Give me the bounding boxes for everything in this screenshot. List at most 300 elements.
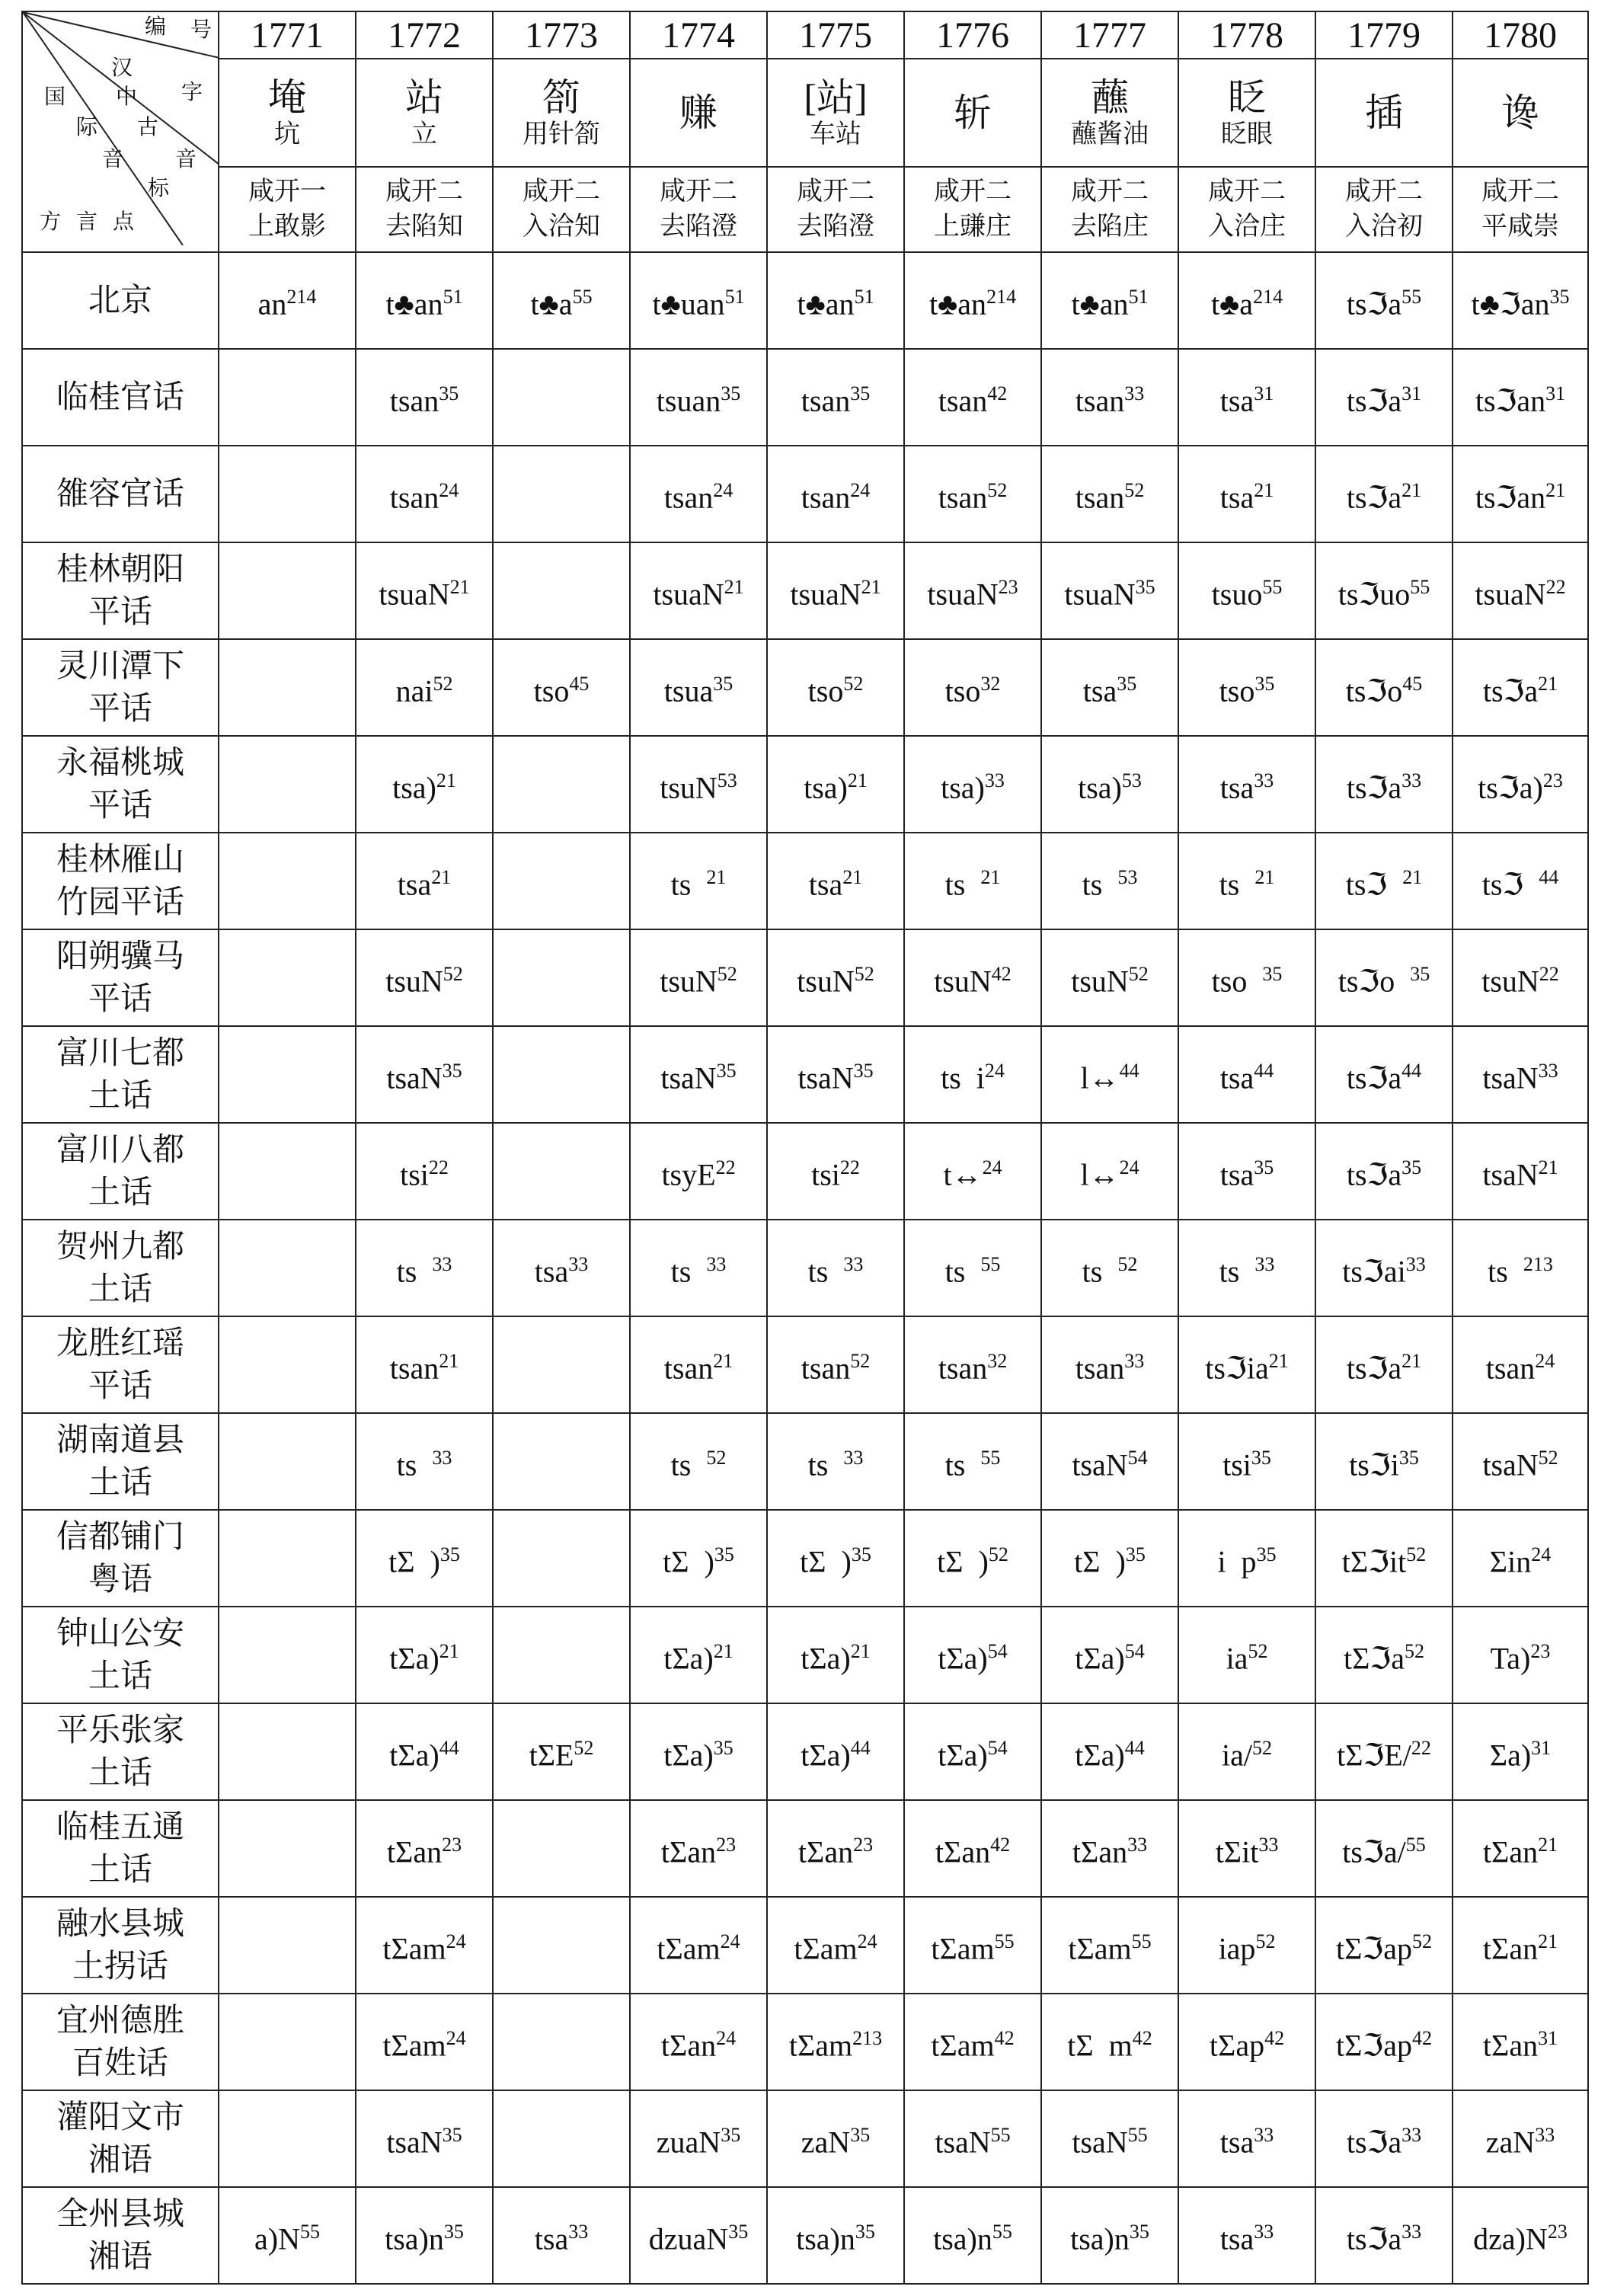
tone-value: 35 xyxy=(1125,1543,1146,1565)
header-corner xyxy=(22,11,219,252)
ipa-syllable: ts xyxy=(670,867,707,902)
tone-value: 24 xyxy=(439,478,459,501)
dialect-point xyxy=(22,1026,219,1123)
pronunciation-cell xyxy=(356,1316,493,1413)
ipa-syllable: ts xyxy=(944,1254,981,1289)
tone-value: 52 xyxy=(1117,1252,1138,1275)
pronunciation-cell xyxy=(219,1800,356,1897)
tone-value: 44 xyxy=(1119,1059,1139,1082)
corner-guo: 国 xyxy=(44,85,66,109)
ipa-syllable: tΣan xyxy=(1482,1931,1539,1966)
ipa-syllable: tso xyxy=(533,673,570,708)
dialect-point-label: 桂林朝阳平话 xyxy=(56,552,184,630)
tone-value: 23 xyxy=(1542,769,1563,791)
tone-value: 52 xyxy=(1412,1930,1433,1952)
pronunciation-cell xyxy=(904,349,1041,446)
tone-value: 35 xyxy=(853,1059,874,1082)
mc-tone-initial: 平咸崇 xyxy=(1481,213,1559,241)
corner-zhong: 中 xyxy=(116,85,138,109)
ipa-syllable: dzuaN xyxy=(648,2221,729,2256)
ipa-syllable: tsuN xyxy=(1071,964,1129,999)
dialect-point-label: 龙胜红瑶平话 xyxy=(56,1325,184,1404)
tone-value: 35 xyxy=(855,2220,875,2243)
tone-value: 45 xyxy=(569,672,590,695)
tone-value: 35 xyxy=(1129,2220,1149,2243)
tone-value: 55 xyxy=(980,1252,1001,1275)
pronunciation-cell xyxy=(356,2187,493,2284)
ipa-syllable: tsan xyxy=(389,383,439,418)
pronunciation-cell xyxy=(493,1510,630,1607)
ipa-syllable: tΣ ) xyxy=(663,1544,714,1579)
pronunciation-cell xyxy=(767,833,904,929)
pronunciation-cell xyxy=(904,1800,1041,1897)
table-row xyxy=(22,1510,1588,1607)
pronunciation-cell xyxy=(767,736,904,833)
ipa-syllable: tsaN xyxy=(1482,1157,1539,1192)
ipa-syllable: an xyxy=(257,286,287,321)
ipa-syllable: tsℑia xyxy=(1205,1351,1269,1386)
corner-zi: 字 xyxy=(181,81,203,104)
tone-value: 21 xyxy=(1268,1349,1289,1372)
ipa-syllable: t♣uan xyxy=(652,286,725,321)
pronunciation-cell xyxy=(1453,349,1588,446)
ipa-syllable: tsuaN xyxy=(927,577,999,612)
tone-value: 214 xyxy=(986,285,1017,308)
ipa-syllable: tsan xyxy=(801,383,851,418)
tone-value: 54 xyxy=(987,1639,1008,1662)
dialect-point-label: 富川七都土话 xyxy=(56,1035,184,1114)
pronunciation-cell xyxy=(904,1316,1041,1413)
pronunciation-cell xyxy=(219,1316,356,1413)
pronunciation-cell xyxy=(767,1800,904,1897)
table-row xyxy=(22,736,1588,833)
tone-value: 31 xyxy=(1538,2026,1558,2049)
dialect-point xyxy=(22,2187,219,2284)
pronunciation-cell xyxy=(904,446,1041,542)
mc-tone-initial: 上敢影 xyxy=(248,213,326,241)
corner-gu: 古 xyxy=(137,116,159,139)
ipa-syllable: tΣa) xyxy=(801,1738,851,1773)
pronunciation-cell xyxy=(1315,1316,1453,1413)
tone-value: 21 xyxy=(439,1349,459,1372)
ipa-syllable: tsuaN xyxy=(653,577,724,612)
tone-value: 35 xyxy=(1117,672,1137,695)
ipa-syllable: Ta) xyxy=(1490,1641,1531,1676)
ipa-syllable: tsℑa xyxy=(1346,2221,1402,2256)
ipa-syllable: tΣℑE/ xyxy=(1337,1738,1411,1773)
tone-value: 35 xyxy=(716,1059,737,1082)
pronunciation-cell xyxy=(767,2187,904,2284)
ipa-syllable: dza)N xyxy=(1473,2221,1548,2256)
tone-value: 35 xyxy=(713,1736,733,1759)
pronunciation-cell xyxy=(904,1510,1041,1607)
ipa-syllable: tsuN xyxy=(934,964,992,999)
ipa-syllable: t♣an xyxy=(385,286,443,321)
pronunciation-cell xyxy=(356,639,493,736)
pronunciation-cell xyxy=(1315,2090,1453,2187)
ipa-syllable: ts xyxy=(807,1254,844,1289)
column-character xyxy=(219,59,356,167)
tone-value: 21 xyxy=(1538,1156,1558,1178)
tone-value: 33 xyxy=(1405,1252,1426,1275)
pronunciation-cell xyxy=(1178,1316,1315,1413)
ipa-syllable: ia xyxy=(1226,1641,1248,1676)
pronunciation-cell xyxy=(219,639,356,736)
pronunciation-cell xyxy=(767,639,904,736)
pronunciation-cell xyxy=(219,1607,356,1703)
ipa-syllable: tsℑ xyxy=(1481,867,1539,902)
dialect-point xyxy=(22,1800,219,1897)
pronunciation-cell xyxy=(1178,1220,1315,1316)
pronunciation-cell xyxy=(767,1316,904,1413)
pronunciation-cell xyxy=(493,736,630,833)
pronunciation-cell xyxy=(1178,833,1315,929)
tone-value: 55 xyxy=(1405,1833,1426,1856)
tone-value: 35 xyxy=(1398,1446,1419,1469)
tone-value: 54 xyxy=(1127,1446,1148,1469)
tone-value: 52 xyxy=(987,478,1008,501)
dialect-point-label: 北京 xyxy=(88,283,152,318)
table-row xyxy=(22,1800,1588,1897)
ipa-syllable: tΣℑap xyxy=(1335,1931,1413,1966)
ipa-syllable: tsan xyxy=(389,480,439,515)
table-row xyxy=(22,833,1588,929)
pronunciation-cell xyxy=(904,1413,1041,1510)
pronunciation-cell xyxy=(904,1026,1041,1123)
pronunciation-cell xyxy=(904,833,1041,929)
ipa-syllable: tsa xyxy=(1219,2125,1254,2160)
tone-value: 21 xyxy=(431,865,452,888)
ipa-syllable: ts xyxy=(1488,1254,1523,1289)
dialect-point xyxy=(22,1220,219,1316)
column-character xyxy=(1453,59,1588,167)
dialect-point xyxy=(22,736,219,833)
tone-value: 52 xyxy=(443,962,463,985)
ipa-syllable: tΣan xyxy=(797,1834,854,1869)
pronunciation-cell xyxy=(356,1026,493,1123)
pronunciation-cell xyxy=(1315,1607,1453,1703)
ipa-syllable: tΣℑa xyxy=(1343,1641,1405,1676)
pronunciation-cell xyxy=(1315,2187,1453,2284)
ipa-syllable: tΣ ) xyxy=(937,1544,989,1579)
tone-value: 21 xyxy=(439,1639,459,1662)
pronunciation-cell xyxy=(630,2090,767,2187)
ipa-syllable: iap xyxy=(1218,1931,1256,1966)
pronunciation-cell xyxy=(1315,1510,1453,1607)
ipa-syllable: nai xyxy=(395,673,433,708)
pronunciation-cell xyxy=(1178,2187,1315,2284)
ipa-syllable: tΣa) xyxy=(389,1641,439,1676)
corner-yin1: 音 xyxy=(102,148,124,171)
pronunciation-cell xyxy=(356,252,493,349)
column-number: 1774 xyxy=(630,11,767,59)
tone-value: 33 xyxy=(1254,2123,1274,2146)
character-glyph: 站 xyxy=(405,76,443,119)
tone-value: 51 xyxy=(724,285,745,308)
pronunciation-cell xyxy=(1041,446,1178,542)
mc-category: 咸开二 xyxy=(385,177,463,206)
pronunciation-cell xyxy=(1041,736,1178,833)
ipa-syllable: tsℑo xyxy=(1338,964,1411,999)
tone-value: 53 xyxy=(1121,769,1142,791)
ipa-syllable: tsaN xyxy=(386,1060,443,1095)
tone-value: 42 xyxy=(994,2026,1015,2049)
tone-value: 55 xyxy=(1262,575,1283,598)
tone-value: 55 xyxy=(1127,2123,1148,2146)
ipa-syllable: tsuaN xyxy=(379,577,450,612)
pronunciation-cell xyxy=(1315,1220,1453,1316)
dialect-point xyxy=(22,252,219,349)
tone-value: 21 xyxy=(1254,865,1275,888)
tone-value: 21 xyxy=(713,1349,733,1372)
tone-value: 24 xyxy=(1531,1543,1552,1565)
ipa-syllable: tsa xyxy=(808,867,843,902)
character-gloss: 车站 xyxy=(810,120,861,149)
table-row xyxy=(22,1897,1588,1994)
pronunciation-cell xyxy=(493,1897,630,1994)
pronunciation-cell xyxy=(1178,639,1315,736)
ipa-syllable: tsℑa/ xyxy=(1342,1834,1406,1869)
tone-value: 42 xyxy=(987,382,1008,405)
column-number: 1780 xyxy=(1453,11,1588,59)
table-row xyxy=(22,1316,1588,1413)
tone-value: 55 xyxy=(299,2220,320,2243)
ipa-syllable: tsa)n xyxy=(933,2221,992,2256)
ipa-syllable: zaN xyxy=(801,2125,851,2160)
tone-value: 23 xyxy=(1530,1639,1551,1662)
table-row xyxy=(22,1220,1588,1316)
pronunciation-cell xyxy=(630,1413,767,1510)
column-middle-chinese xyxy=(219,167,356,252)
ipa-syllable: tsℑa xyxy=(1346,286,1402,321)
tone-value: 35 xyxy=(439,1543,460,1565)
tone-value: 22 xyxy=(428,1156,449,1178)
pronunciation-cell xyxy=(356,929,493,1026)
tone-value: 44 xyxy=(1254,1059,1274,1082)
dialect-point-label: 融水县城土拐话 xyxy=(56,1906,184,1984)
pronunciation-cell xyxy=(630,1510,767,1607)
pronunciation-cell xyxy=(1041,639,1178,736)
pronunciation-cell xyxy=(904,736,1041,833)
tone-value: 45 xyxy=(1402,672,1423,695)
column-character xyxy=(1315,59,1453,167)
pronunciation-cell xyxy=(1178,736,1315,833)
tone-value: 23 xyxy=(442,1833,462,1856)
ipa-syllable: tΣap xyxy=(1209,2028,1265,2063)
pronunciation-cell xyxy=(219,1510,356,1607)
tone-value: 213 xyxy=(852,2026,883,2049)
pronunciation-cell xyxy=(356,1994,493,2090)
table-row xyxy=(22,1413,1588,1510)
tone-value: 214 xyxy=(1253,285,1283,308)
pronunciation-cell xyxy=(1453,639,1588,736)
corner-ji: 际 xyxy=(76,116,98,139)
character-gloss: 蘸酱油 xyxy=(1071,120,1149,149)
ipa-syllable: Σa) xyxy=(1489,1738,1532,1773)
ipa-syllable: tsℑa xyxy=(1346,1351,1402,1386)
tone-value: 52 xyxy=(1248,1639,1268,1662)
pronunciation-cell xyxy=(356,1800,493,1897)
corner-han: 汉 xyxy=(111,56,133,80)
pronunciation-cell xyxy=(1041,2187,1178,2284)
pronunciation-cell xyxy=(1315,1994,1453,2090)
tone-value: 35 xyxy=(1254,672,1275,695)
ipa-syllable: tsa xyxy=(397,867,432,902)
tone-value: 21 xyxy=(449,575,470,598)
dialect-point-label: 全州县城湘语 xyxy=(56,2196,184,2275)
tone-value: 52 xyxy=(1251,1736,1272,1759)
tone-value: 31 xyxy=(1254,382,1274,405)
ipa-syllable: tΣam xyxy=(657,1931,721,1966)
ipa-syllable: ts xyxy=(1082,867,1118,902)
pronunciation-cell xyxy=(904,1703,1041,1800)
pronunciation-cell xyxy=(219,929,356,1026)
pronunciation-cell xyxy=(493,1994,630,2090)
pronunciation-cell xyxy=(219,1413,356,1510)
column-character xyxy=(630,59,767,167)
tone-value: 24 xyxy=(850,478,871,501)
dialect-point-label: 临桂五通土话 xyxy=(56,1809,184,1888)
tone-value: 21 xyxy=(724,575,744,598)
dialect-point-label: 雒容官话 xyxy=(56,476,184,512)
ipa-syllable: tΣa) xyxy=(389,1738,439,1773)
tone-value: 44 xyxy=(439,1736,459,1759)
tone-value: 24 xyxy=(982,1156,1002,1178)
tone-value: 31 xyxy=(1545,382,1566,405)
ipa-syllable: tsℑai xyxy=(1342,1254,1406,1289)
pronunciation-cell xyxy=(630,1607,767,1703)
tone-value: 22 xyxy=(1545,575,1566,598)
pronunciation-cell xyxy=(1041,1897,1178,1994)
ipa-syllable: tsan xyxy=(1075,1351,1125,1386)
dialect-point-label: 钟山公安土话 xyxy=(56,1616,184,1694)
ipa-syllable: tΣ ) xyxy=(1074,1544,1126,1579)
dialect-point-label: 桂林雁山竹园平话 xyxy=(56,842,184,920)
pronunciation-cell xyxy=(767,1123,904,1220)
tone-value: 33 xyxy=(568,1252,589,1275)
pronunciation-cell xyxy=(356,736,493,833)
ipa-syllable: tsa xyxy=(1219,2221,1254,2256)
dialect-point xyxy=(22,1123,219,1220)
pronunciation-cell xyxy=(767,1510,904,1607)
pronunciation-cell xyxy=(493,1607,630,1703)
ipa-syllable: tsa xyxy=(1219,770,1254,805)
pronunciation-cell xyxy=(1315,1413,1453,1510)
dialect-point xyxy=(22,1607,219,1703)
pronunciation-cell xyxy=(1453,929,1588,1026)
ipa-syllable: tsan xyxy=(663,1351,714,1386)
ipa-syllable: tsℑan xyxy=(1475,480,1546,515)
ipa-syllable: tΣa) xyxy=(1075,1738,1125,1773)
pronunciation-cell xyxy=(1453,252,1588,349)
pronunciation-cell xyxy=(1315,833,1453,929)
ipa-syllable: tΣℑit xyxy=(1341,1544,1407,1579)
dialect-point-label: 阳朔骥马平话 xyxy=(56,939,184,1017)
pronunciation-cell xyxy=(219,1994,356,2090)
pronunciation-cell xyxy=(767,349,904,446)
pronunciation-cell xyxy=(493,2187,630,2284)
pronunciation-cell xyxy=(1178,446,1315,542)
corner-hao: 号 xyxy=(190,18,213,42)
ipa-syllable: tsaN xyxy=(660,1060,717,1095)
column-number: 1772 xyxy=(356,11,493,59)
tone-value: 52 xyxy=(1124,478,1145,501)
ipa-syllable: tΣan xyxy=(1482,1834,1539,1869)
ipa-syllable: tΣa) xyxy=(801,1641,851,1676)
column-number: 1779 xyxy=(1315,11,1453,59)
pronunciation-cell xyxy=(767,1607,904,1703)
ipa-syllable: tsan xyxy=(938,480,988,515)
tone-value: 21 xyxy=(842,865,863,888)
table-row xyxy=(22,1994,1588,2090)
ipa-syllable: tsuN xyxy=(385,964,443,999)
dialect-point-label: 信都铺门粤语 xyxy=(56,1519,184,1597)
tone-value: 35 xyxy=(1401,1156,1422,1178)
dialect-point xyxy=(22,542,219,639)
tone-value: 22 xyxy=(715,1156,736,1178)
tone-value: 33 xyxy=(1538,1059,1558,1082)
pronunciation-cell xyxy=(1041,1220,1178,1316)
mc-tone-initial: 入洽庄 xyxy=(1208,213,1286,241)
ipa-syllable: ts i xyxy=(941,1060,985,1095)
mc-category: 咸开二 xyxy=(1481,177,1559,206)
ipa-syllable: tsℑa xyxy=(1346,1060,1402,1095)
ipa-syllable: tsa xyxy=(534,2221,569,2256)
pronunciation-cell xyxy=(1453,1220,1588,1316)
ipa-syllable: tsi xyxy=(811,1157,840,1192)
ipa-syllable: tsa) xyxy=(804,770,848,805)
ipa-syllable: tsℑa xyxy=(1346,1157,1402,1192)
pronunciation-cell xyxy=(1315,1026,1453,1123)
tone-value: 42 xyxy=(1132,2026,1152,2049)
pronunciation-cell xyxy=(904,2187,1041,2284)
ipa-syllable: tΣ m xyxy=(1067,2028,1133,2063)
tone-value: 35 xyxy=(714,1543,734,1565)
character-glyph: 埯 xyxy=(268,76,306,119)
pronunciation-cell xyxy=(1453,2187,1588,2284)
pronunciation-cell xyxy=(493,446,630,542)
tone-value: 21 xyxy=(706,865,727,888)
ipa-syllable: tsuN xyxy=(797,964,855,999)
pronunciation-cell xyxy=(630,1897,767,1994)
pronunciation-cell xyxy=(1315,1703,1453,1800)
tone-value: 21 xyxy=(1538,1833,1558,1856)
tone-value: 21 xyxy=(713,1639,733,1662)
pronunciation-cell xyxy=(630,1220,767,1316)
pronunciation-cell xyxy=(219,2090,356,2187)
tone-value: 35 xyxy=(728,2220,749,2243)
mc-tone-initial: 去陷庄 xyxy=(1071,213,1149,241)
tone-value: 55 xyxy=(1410,575,1430,598)
pronunciation-cell xyxy=(630,2187,767,2284)
ipa-syllable: tΣE xyxy=(529,1738,574,1773)
column-number: 1778 xyxy=(1178,11,1315,59)
tone-value: 42 xyxy=(990,1833,1011,1856)
pronunciation-cell xyxy=(1041,1026,1178,1123)
pronunciation-cell xyxy=(1315,349,1453,446)
header-row-numbers xyxy=(22,11,1588,59)
tone-value: 31 xyxy=(1531,1736,1552,1759)
pronunciation-cell xyxy=(1453,833,1588,929)
pronunciation-cell xyxy=(630,349,767,446)
tone-value: 35 xyxy=(1135,575,1155,598)
tone-value: 21 xyxy=(1401,1349,1422,1372)
mc-category: 咸开二 xyxy=(1345,177,1423,206)
ipa-syllable: tsℑa xyxy=(1346,383,1402,418)
pronunciation-cell xyxy=(1178,1026,1315,1123)
tone-value: 53 xyxy=(717,769,737,791)
tone-value: 35 xyxy=(1262,962,1283,985)
